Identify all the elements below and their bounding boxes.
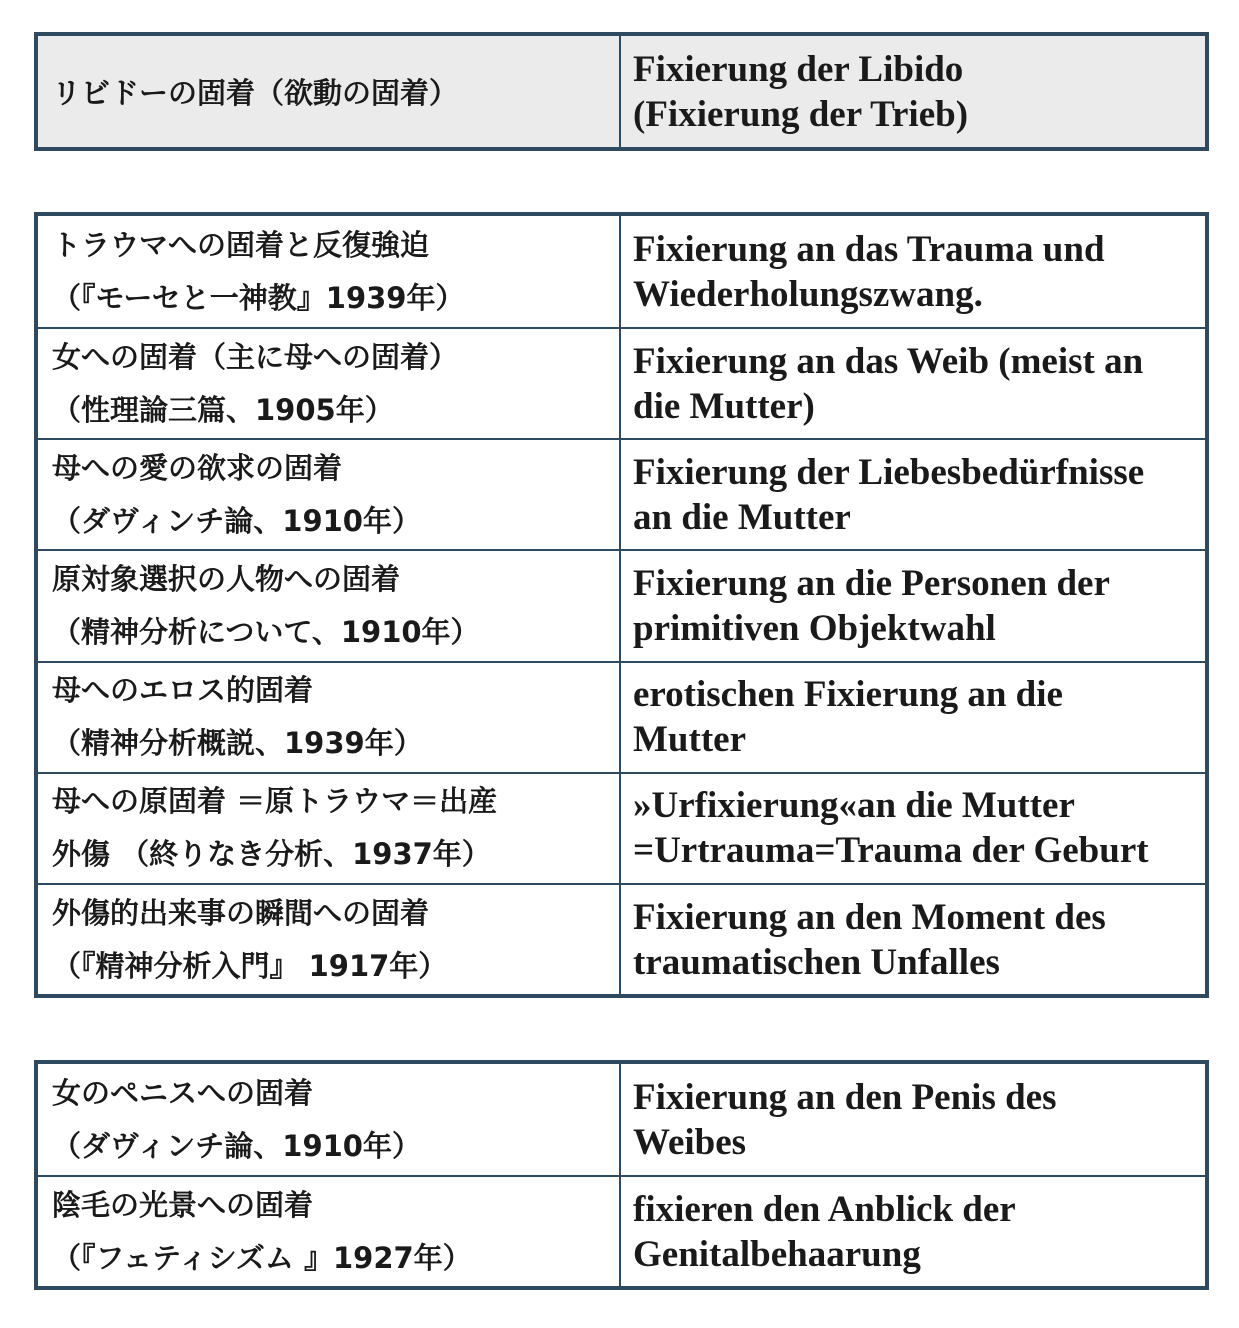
japanese-term-line: 母へのエロス的固着 [52, 673, 314, 708]
japanese-term-line: 陰毛の光景への固着 [52, 1187, 314, 1222]
japanese-term-cell [38, 885, 621, 994]
german-term-cell [621, 885, 1205, 994]
german-term-line: die Mutter) [633, 385, 815, 427]
japanese-source-line: （ダヴィンチ論、1910年） [52, 503, 421, 538]
libido-fixation-header-table [34, 32, 1209, 151]
german-term-cell [621, 1177, 1205, 1286]
japanese-source-line: （精神分析概説、1939年） [52, 726, 423, 761]
german-term-line: Fixierung an den Penis des [633, 1076, 1057, 1118]
german-term-line: »Urfixierung«an die Mutter [633, 785, 1075, 827]
german-term-line: Fixierung an das Weib (meist an [633, 340, 1144, 382]
german-term-cell [621, 216, 1205, 327]
table-row [38, 36, 1205, 147]
german-term-cell [621, 329, 1205, 438]
japanese-term-line: 母への原固着 ＝原トラウマ＝出産 [52, 784, 498, 819]
german-term-line: Fixierung an den Moment des [633, 896, 1106, 938]
german-term-cell [621, 774, 1205, 883]
german-term-line: primitiven Objektwahl [633, 607, 996, 649]
german-term-line: Wiederholungszwang. [633, 273, 983, 315]
japanese-term-cell [38, 774, 621, 883]
fetish-fixation-table [34, 1060, 1209, 1290]
japanese-term-cell [38, 36, 621, 147]
german-term-cell [621, 440, 1205, 549]
german-term-line: Fixierung der Liebesbedürfnisse [633, 451, 1145, 493]
german-term-line: Weibes [633, 1121, 747, 1163]
japanese-term-cell [38, 551, 621, 660]
japanese-term-cell [38, 216, 621, 327]
japanese-term: リビドーの固着（欲動の固着） [52, 76, 459, 110]
japanese-source-line: （『モーセと一神教』1939年） [52, 280, 465, 315]
japanese-term-line: 外傷的出来事の瞬間への固着 [52, 895, 430, 930]
japanese-source-line: （性理論三篇、1905年） [52, 392, 394, 427]
german-term-line: an die Mutter [633, 496, 851, 538]
table-row [38, 549, 1205, 660]
german-term-cell [621, 36, 1205, 147]
japanese-term-line: 原対象選択の人物への固着 [52, 561, 401, 596]
japanese-source-line: （精神分析について、1910年） [52, 614, 480, 649]
german-term-line: fixieren den Anblick der [633, 1188, 1016, 1230]
table-row [38, 438, 1205, 549]
japanese-term-cell [38, 663, 621, 772]
german-term-line: Fixierung an die Personen der [633, 562, 1110, 604]
fixation-types-table [34, 212, 1209, 998]
japanese-source-line: （『精神分析入門』 1917年） [52, 948, 448, 983]
japanese-term-cell [38, 329, 621, 438]
japanese-term-line: 女のペニスへの固着 [52, 1075, 314, 1110]
table-row [38, 883, 1205, 994]
table-row [38, 327, 1205, 438]
german-term-line: =Urtrauma=Trauma der Geburt [633, 830, 1149, 872]
german-term-line: Fixierung an das Trauma und [633, 228, 1105, 270]
german-term-cell [621, 551, 1205, 660]
japanese-term-line: 女への固着（主に母への固着） [52, 339, 459, 374]
german-term-cell [621, 1064, 1205, 1175]
german-term-line: traumatischen Unfalles [633, 941, 1000, 983]
japanese-source-line: （『フェティシズム 』1927年） [52, 1240, 472, 1275]
japanese-source-line: （ダヴィンチ論、1910年） [52, 1128, 421, 1163]
table-row [38, 1175, 1205, 1286]
japanese-source-line: 外傷 （終りなき分析、1937年） [52, 837, 491, 872]
german-term-line: Fixierung der Libido [633, 48, 964, 90]
table-row [38, 216, 1205, 327]
japanese-term-cell [38, 1064, 621, 1175]
japanese-term-cell [38, 1177, 621, 1286]
table-row [38, 772, 1205, 883]
table-row [38, 661, 1205, 772]
german-term-cell [621, 663, 1205, 772]
japanese-term-line: 母への愛の欲求の固着 [52, 450, 343, 485]
german-term-line: erotischen Fixierung an die [633, 674, 1063, 716]
table-row [38, 1064, 1205, 1175]
german-term-line: Mutter [633, 719, 746, 761]
japanese-term-cell [38, 440, 621, 549]
german-term-line: (Fixierung der Trieb) [633, 93, 969, 135]
german-term-line: Genitalbehaarung [633, 1233, 921, 1275]
japanese-term-line: トラウマへの固着と反復強迫 [52, 227, 430, 262]
